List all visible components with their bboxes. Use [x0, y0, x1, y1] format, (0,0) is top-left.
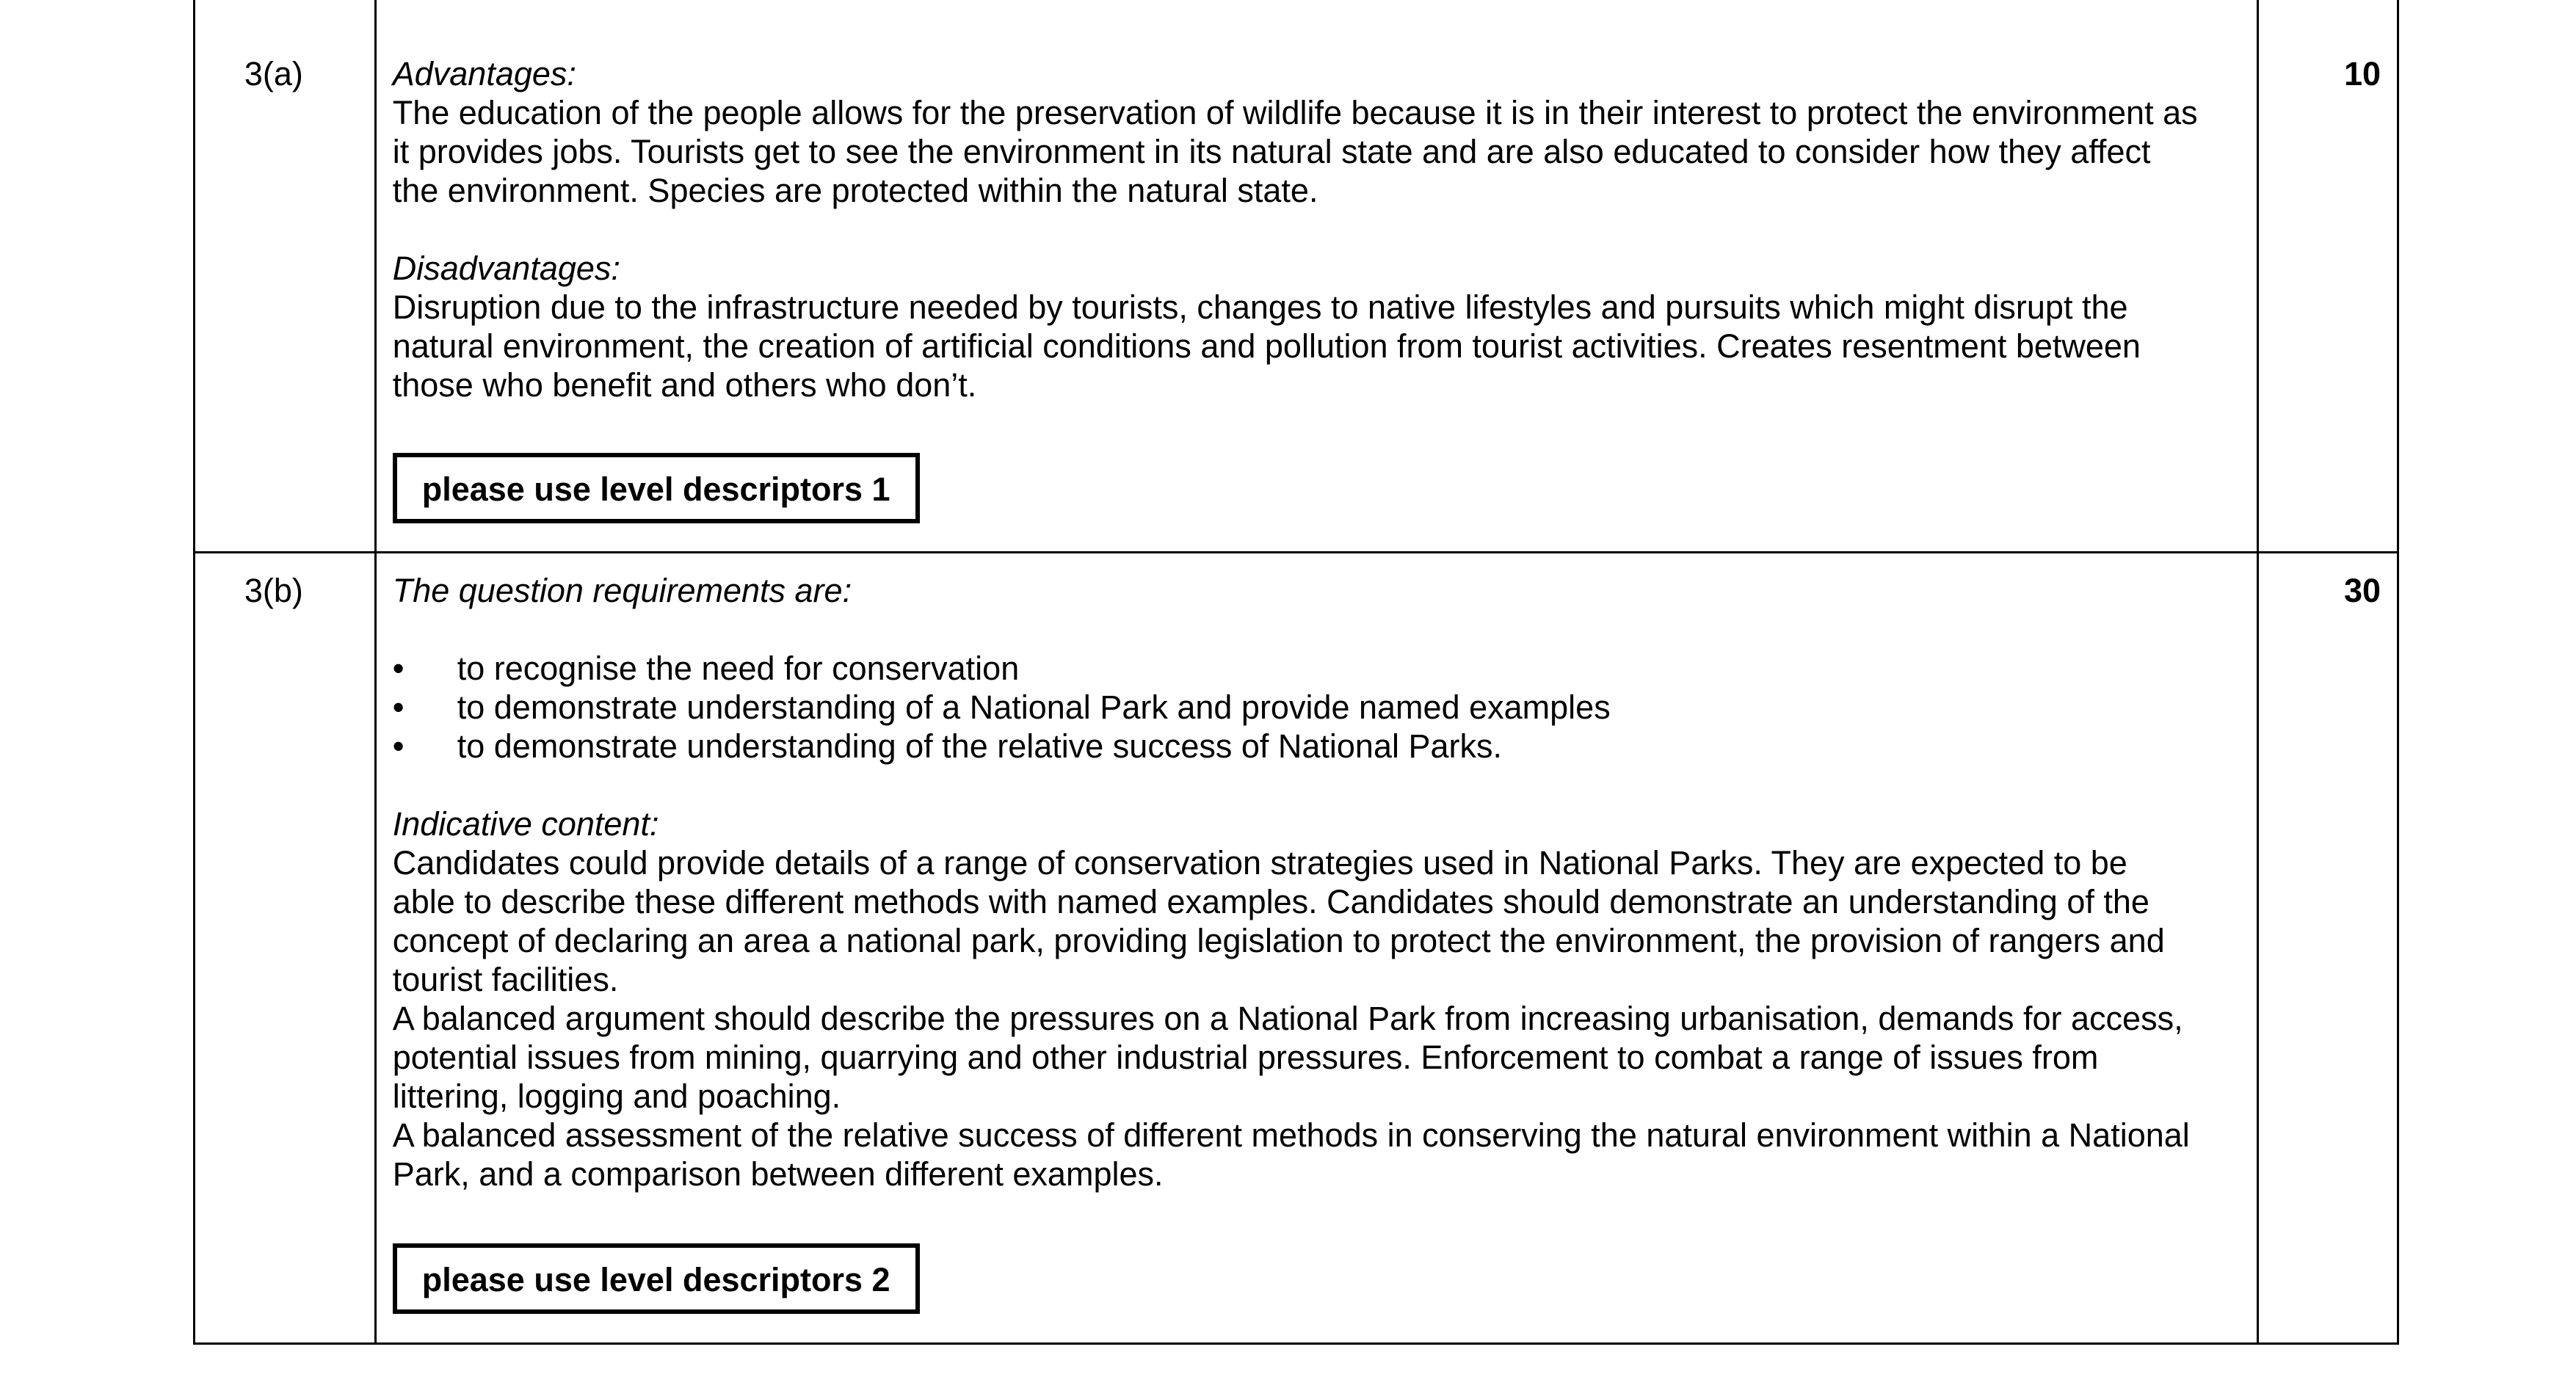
list-item: • to demonstrate understanding of the relative success of National Parks.: [393, 727, 2244, 766]
indicative-line: A balanced argument should describe the pressures on a National Park from increasing urbanisation, demands for access,: [392, 999, 2183, 1037]
marks-value: 10: [2258, 0, 2398, 552]
table-row-3b: [195, 552, 2398, 1343]
indicative-line: Candidates could provide details of a range of conservation strategies used in National Parks. They are expected to be: [392, 843, 2127, 882]
disadvantages-line: Disruption due to the infrastructure needed by tourists, changes to native lifestyles and pursuits which might disrupt the: [392, 288, 2128, 326]
list-item: • to demonstrate understanding of a National Park and provide named examples: [393, 688, 2244, 727]
question-number: 3(b): [195, 552, 376, 1343]
indicative-line: A balanced assessment of the relative success of different methods in conserving the natural environment within a National: [392, 1116, 2190, 1154]
indicative-line: concept of declaring an area a national park, providing legislation to protect the environment, the provision of rangers and: [392, 921, 2165, 959]
indicative-line: tourist facilities.: [392, 960, 619, 998]
indicative-content-heading: Indicative content:: [392, 804, 659, 843]
indicative-line: littering, logging and poaching.: [392, 1077, 841, 1115]
indicative-line: potential issues from mining, quarrying and other industrial pressures. Enforcement to combat a range of issues from: [392, 1038, 2099, 1076]
advantages-heading: Advantages:: [392, 55, 576, 92]
marks-value: 30: [2258, 552, 2398, 1343]
indicative-line: able to describe these different methods with named examples. Candidates should demonstrate an understanding of the: [392, 882, 2149, 920]
question-number: 3(a): [195, 0, 376, 552]
answer-content: [375, 552, 2258, 1343]
list-item: • to recognise the need for conservation: [393, 649, 2244, 688]
level-descriptor-box: please use level descriptors 1: [393, 453, 920, 523]
mark-scheme-table: [193, 0, 2399, 1345]
disadvantages-line: natural environment, the creation of artificial conditions and pollution from tourist activities. Creates resentment between: [392, 327, 2141, 365]
advantages-line: The education of the people allows for the preservation of wildlife because it is in their interest to protect the environment as: [392, 94, 2198, 131]
disadvantages-heading: Disadvantages:: [392, 250, 620, 287]
requirements-heading: The question requirements are:: [392, 571, 852, 609]
table-row-3a: [195, 0, 2398, 552]
disadvantages-line: those who benefit and others who don’t.: [392, 366, 977, 404]
requirements-list: [393, 649, 2244, 766]
indicative-line: Park, and a comparison between different examples.: [392, 1155, 1164, 1193]
answer-content: [375, 0, 2258, 552]
advantages-line: the environment. Species are protected within the natural state.: [392, 172, 1318, 209]
mark-scheme-page: [193, 0, 2399, 1345]
advantages-line: it provides jobs. Tourists get to see the environment in its natural state and are also educated to consider how they affect: [392, 133, 2151, 170]
level-descriptor-box: please use level descriptors 2: [393, 1243, 920, 1314]
